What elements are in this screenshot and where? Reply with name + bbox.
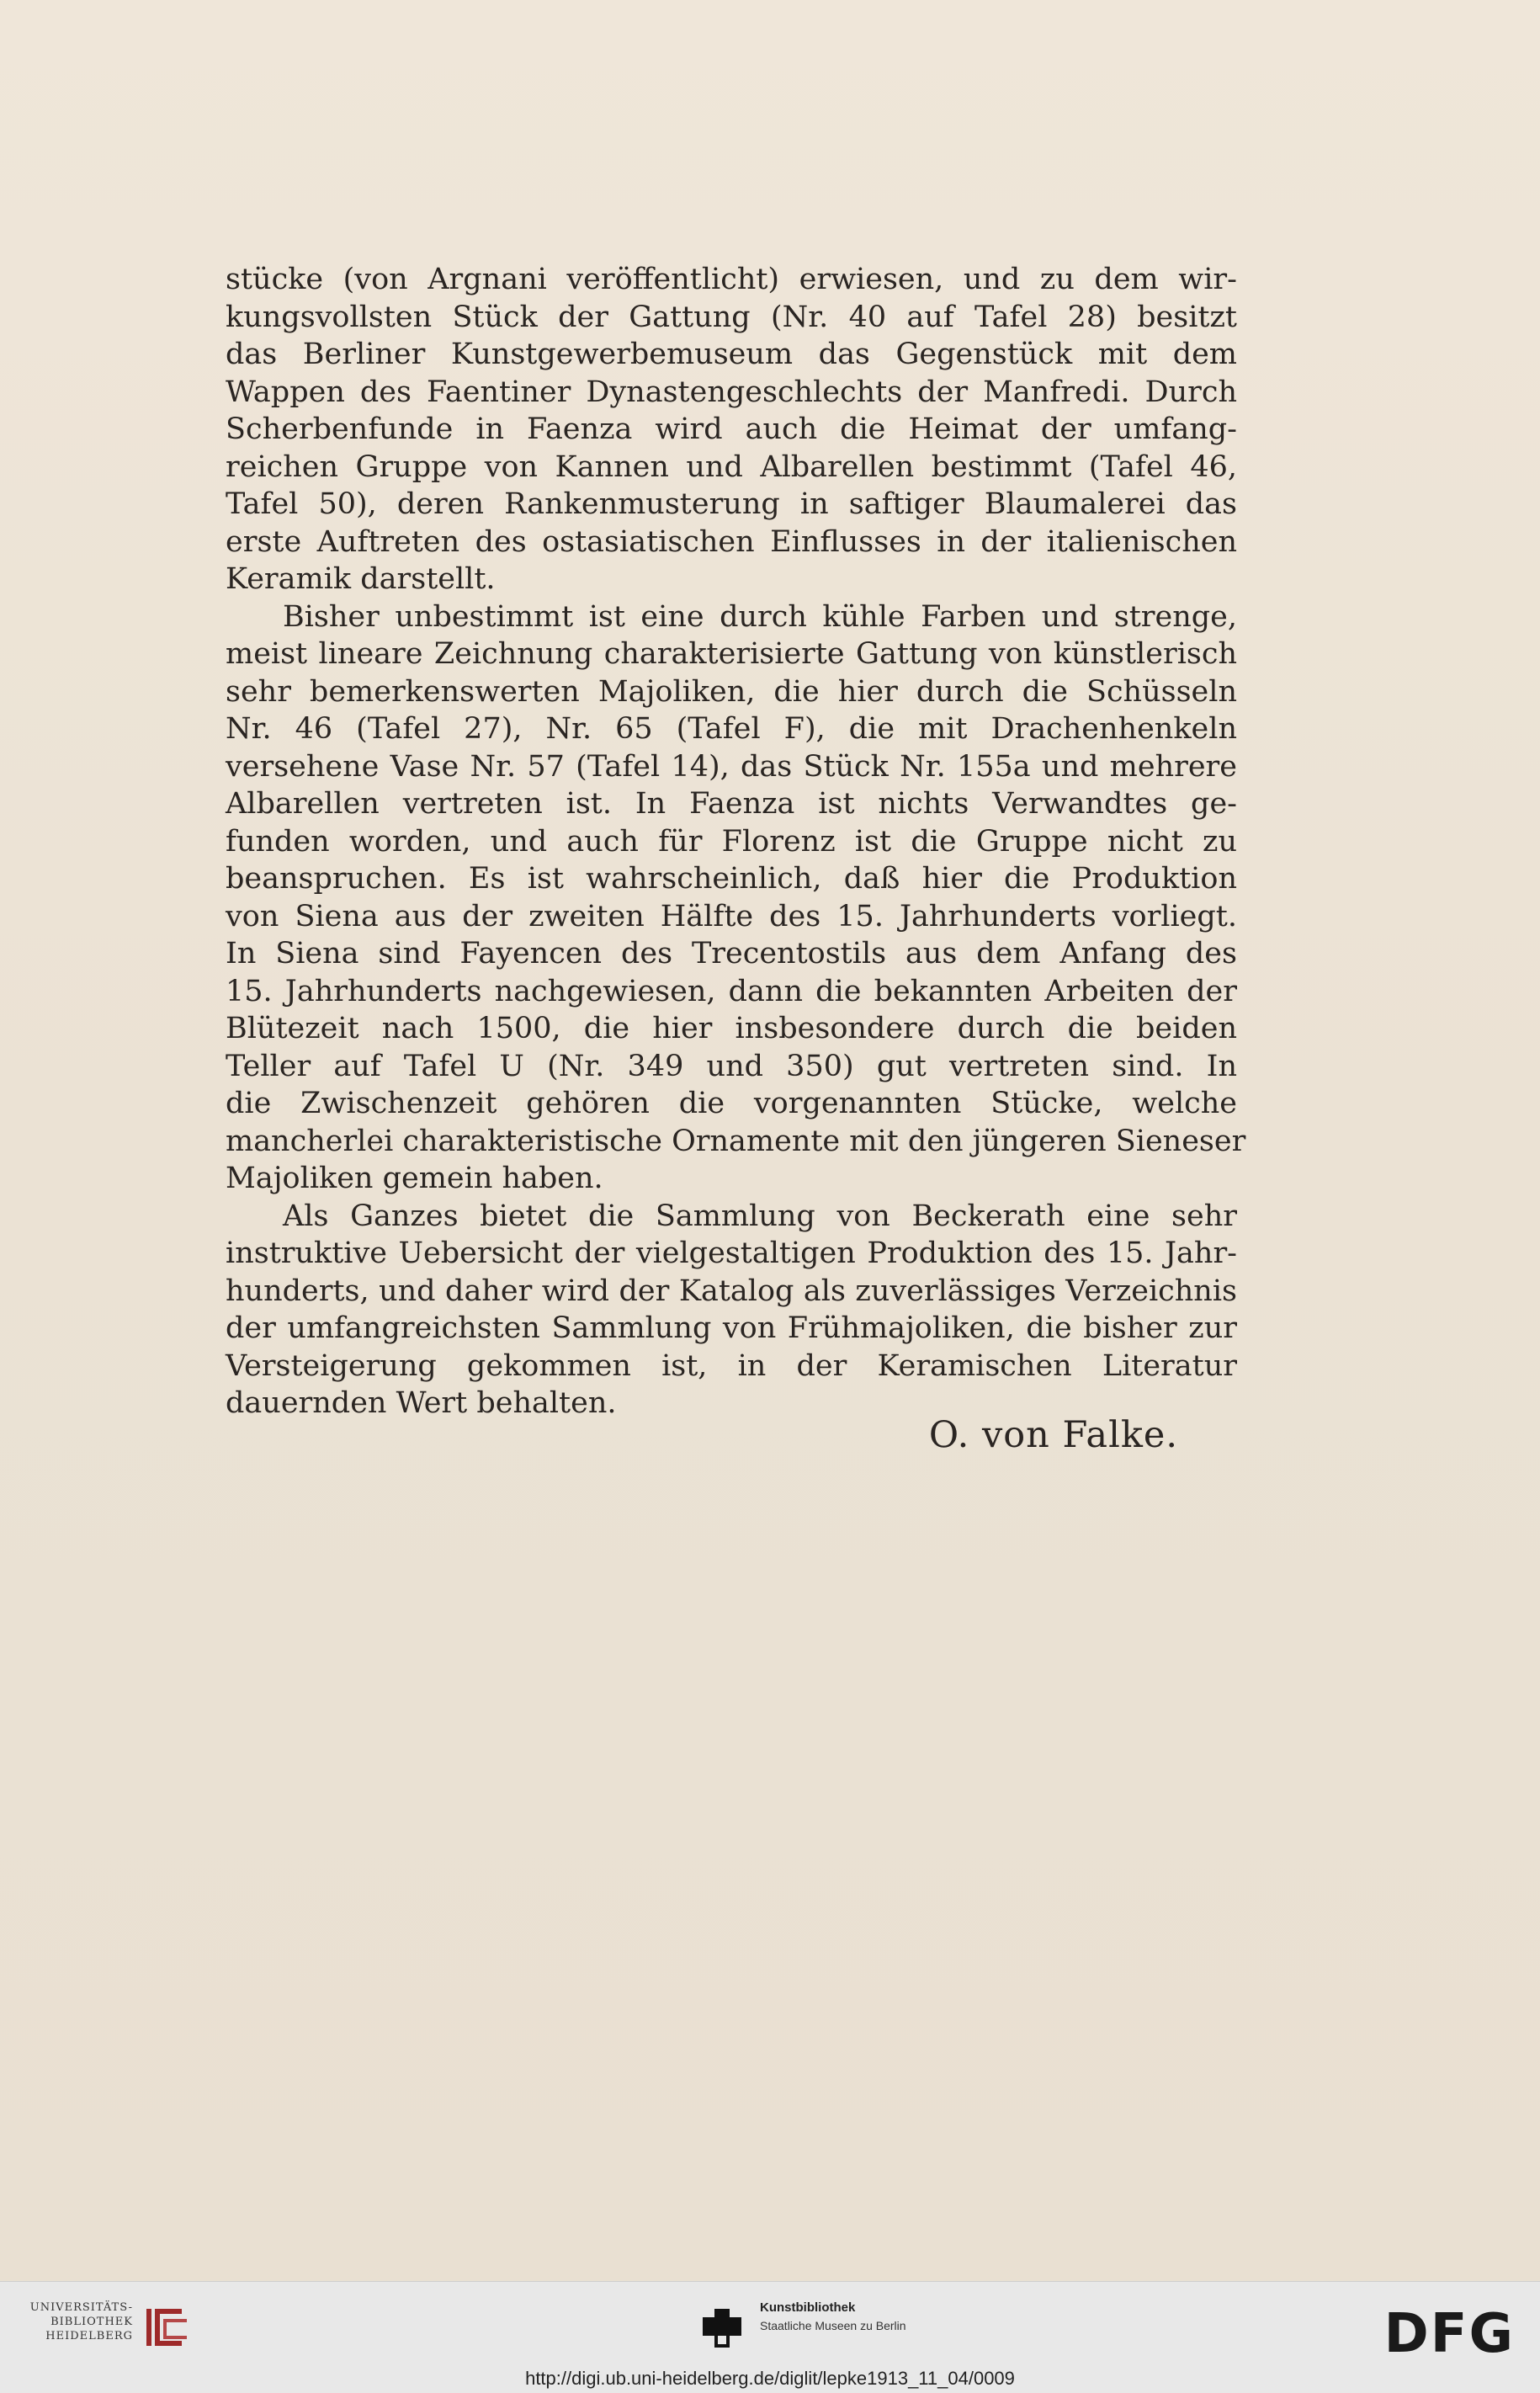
text-line: Nr. 46 (Tafel 27), Nr. 65 (Tafel F), die mit Drachenhenkeln [226,712,1237,746]
text-line: der umfangreichsten Sammlung von Frühmajoliken, die bisher zur [226,1311,1237,1345]
text-line: Als Ganzes bietet die Sammlung von Beckerath eine sehr [283,1199,1237,1233]
text-line: Bisher unbestimmt ist eine durch kühle Farben und strenge, [283,599,1237,634]
kunstbibliothek-subtitle: Staatliche Museen zu Berlin [760,2319,906,2332]
text-line: Tafel 50), deren Rankenmusterung in saftiger Blaumalerei das [226,487,1237,521]
kunstbibliothek-logo[interactable] [703,2300,955,2368]
text-line: Majoliken gemein haben. [226,1162,603,1195]
university-mark-icon [143,2302,194,2353]
footer-bar [0,2281,1540,2393]
text-line: mancherlei charakteristische Ornamente mit den jüngeren Sieneser [226,1124,1246,1158]
body-text [226,261,1246,1423]
author-signature: O. von Falke. [928,1414,1178,1456]
text-line: beanspruchen. Es ist wahrscheinlich, daß hier die Produktion [226,862,1237,896]
text-line: dauernden Wert behalten. [226,1386,617,1420]
text-line: Albarellen vertreten ist. In Faenza ist nichts Verwandtes ge- [226,787,1237,821]
text-line: funden worden, und auch für Florenz ist die Gruppe nicht zu [226,824,1237,859]
text-line: instruktive Uebersicht der vielgestaltigen Produktion des 15. Jahr- [226,1236,1237,1270]
text-line: stücke (von Argnani veröffentlicht) erwiesen, und zu dem wir- [226,263,1237,296]
text-line: In Siena sind Fayencen des Trecentostils aus dem Anfang des [226,937,1237,970]
text-line: erste Auftreten des ostasiatischen Einflusses in der italienischen [226,524,1237,559]
text-line: Wappen des Faentiner Dynastengeschlechts der Manfredi. Durch [226,375,1237,409]
university-library-logo[interactable] [24,2300,209,2359]
text-line: von Siena aus der zweiten Hälfte des 15. Jahrhunderts vorliegt. [226,899,1237,933]
text-line: Blütezeit nach 1500, die hier insbesondere durch die beiden [226,1012,1237,1045]
text-line: sehr bemerkenswerten Majoliken, die hier durch die Schüsseln [226,674,1237,709]
text-line: hunderts, und daher wird der Katalog als zuverlässiges Verzeichnis [226,1274,1237,1308]
text-line: versehene Vase Nr. 57 (Tafel 14), das Stück Nr. 155a und mehrere [226,749,1237,784]
text-line: Teller auf Tafel U (Nr. 349 und 350) gut vertreten sind. In [226,1049,1237,1083]
kunstbibliothek-title: Kunstbibliothek [760,2300,856,2315]
text-line: reichen Gruppe von Kannen und Albarellen bestimmt (Tafel 46, [226,449,1237,484]
text-line: Keramik darstellt. [226,562,496,596]
kunstbibliothek-mark-icon [703,2309,741,2348]
text-line: kungsvollsten Stück der Gattung (Nr. 40 auf Tafel 28) besitzt [226,300,1237,334]
dfg-logo[interactable]: DFG [1383,2303,1515,2365]
text-line: 15. Jahrhunderts nachgewiesen, dann die bekannten Arbeiten der [226,974,1237,1008]
text-line: die Zwischenzeit gehören die vorgenannten Stücke, welche [226,1087,1237,1120]
text-line: das Berliner Kunstgewerbemuseum das Gegenstück mit dem [226,338,1237,371]
text-line: Scherbenfunde in Faenza wird auch die Heimat der umfang- [226,412,1237,446]
text-line: meist lineare Zeichnung charakterisierte Gattung von künstlerisch [226,637,1237,671]
text-line: Versteigerung gekommen ist, in der Keramischen Literatur [226,1348,1237,1383]
permalink-url[interactable]: http://digi.ub.uni-heidelberg.de/diglit/lepke1913_11_04/0009 [525,2368,1015,2389]
university-name: UNIVERSITÄTS- BIBLIOTHEK HEIDELBERG [29,2301,133,2342]
